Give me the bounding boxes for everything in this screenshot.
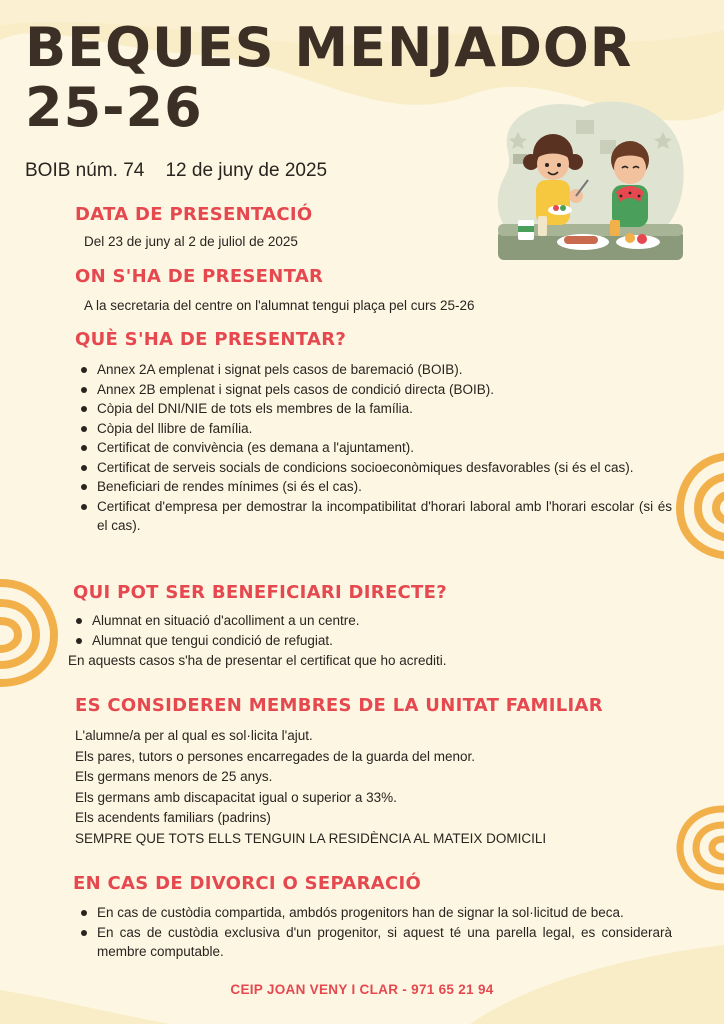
publication-info (25, 160, 327, 182)
list-item: Els pares, tutors o persones encarregades de la guarda del menor. (75, 748, 475, 764)
list-item: Els germans menors de 25 anys. (75, 769, 273, 784)
section-heading-divorce: EN CAS DE DIVORCI O SEPARACIÓ (73, 873, 422, 894)
boib-number: BOIB núm. 74 (25, 160, 145, 181)
list-item: En cas de custòdia compartida, ambdós progenitors han de signar la sol·licitud de beca. (97, 903, 672, 923)
section-heading-documents: QUÈ S'HA DE PRESENTAR? (75, 329, 347, 350)
section-heading-family-members: ES CONSIDEREN MEMBRES DE LA UNITAT FAMILIAR (75, 695, 603, 716)
spiral-decoration-icon (674, 803, 724, 893)
list-item: Certificat d'empresa per demostrar la incompatibilitat d'horari laboral amb l'horari escolar (si és el cas). (97, 497, 672, 536)
publication-date: 12 de juny de 2025 (165, 160, 328, 181)
list-item: Certificat de convivència (es demana a l'ajuntament). (97, 438, 672, 458)
documents-list (75, 360, 672, 536)
section-heading-where: ON S'HA DE PRESENTAR (75, 266, 324, 287)
beneficiary-list (70, 611, 592, 650)
kids-eating-lunch-icon (488, 92, 688, 267)
presentation-place: A la secretaria del centre on l'alumnat tengui plaça pel curs 25-26 (84, 298, 475, 313)
list-item: SEMPRE QUE TOTS ELLS TENGUIN LA RESIDÈNCIA AL MATEIX DOMICILI (75, 830, 547, 846)
title-line-2: 25-26 (25, 76, 203, 139)
list-item: L'alumne/a per al qual es sol·licita l'ajut. (75, 728, 313, 743)
list-item: Alumnat en situació d'acolliment a un centre. (92, 611, 592, 631)
list-item: Còpia del llibre de família. (97, 419, 672, 439)
beneficiary-note: En aquests casos s'ha de presentar el certificat que ho acrediti. (68, 653, 447, 668)
school-contact-footer: CEIP JOAN VENY I CLAR - 971 65 21 94 (230, 982, 494, 997)
list-item: Annex 2B emplenat i signat pels casos de condició directa (BOIB). (97, 380, 672, 400)
list-item: Annex 2A emplenat i signat pels casos de baremació (BOIB). (97, 360, 672, 380)
presentation-dates: Del 23 de juny al 2 de juliol de 2025 (84, 234, 298, 249)
list-item: Els acendents familiars (padrins) (75, 810, 271, 825)
list-item: Certificat de serveis socials de condicions socioeconòmiques desfavorables (si és el cas). (97, 458, 672, 478)
section-heading-direct-beneficiary: QUI POT SER BENEFICIARI DIRECTE? (73, 582, 447, 603)
list-item: Còpia del DNI/NIE de tots els membres de la família. (97, 399, 672, 419)
list-item: En cas de custòdia exclusiva d'un progenitor, si aquest té una parella legal, es considerarà membre computable. (97, 923, 672, 962)
list-item: Alumnat que tengui condició de refugiat. (92, 631, 592, 651)
section-heading-date: DATA DE PRESENTACIÓ (75, 204, 313, 225)
list-item: Els germans amb discapacitat igual o superior a 33%. (75, 789, 397, 805)
family-members-list (75, 726, 546, 849)
title-line-1: BEQUES MENJADOR (25, 16, 633, 79)
spiral-decoration-icon (674, 448, 724, 568)
list-item: Beneficiari de rendes mínimes (si és el cas). (97, 477, 672, 497)
spiral-decoration-icon (0, 575, 60, 695)
divorce-list (75, 903, 672, 962)
